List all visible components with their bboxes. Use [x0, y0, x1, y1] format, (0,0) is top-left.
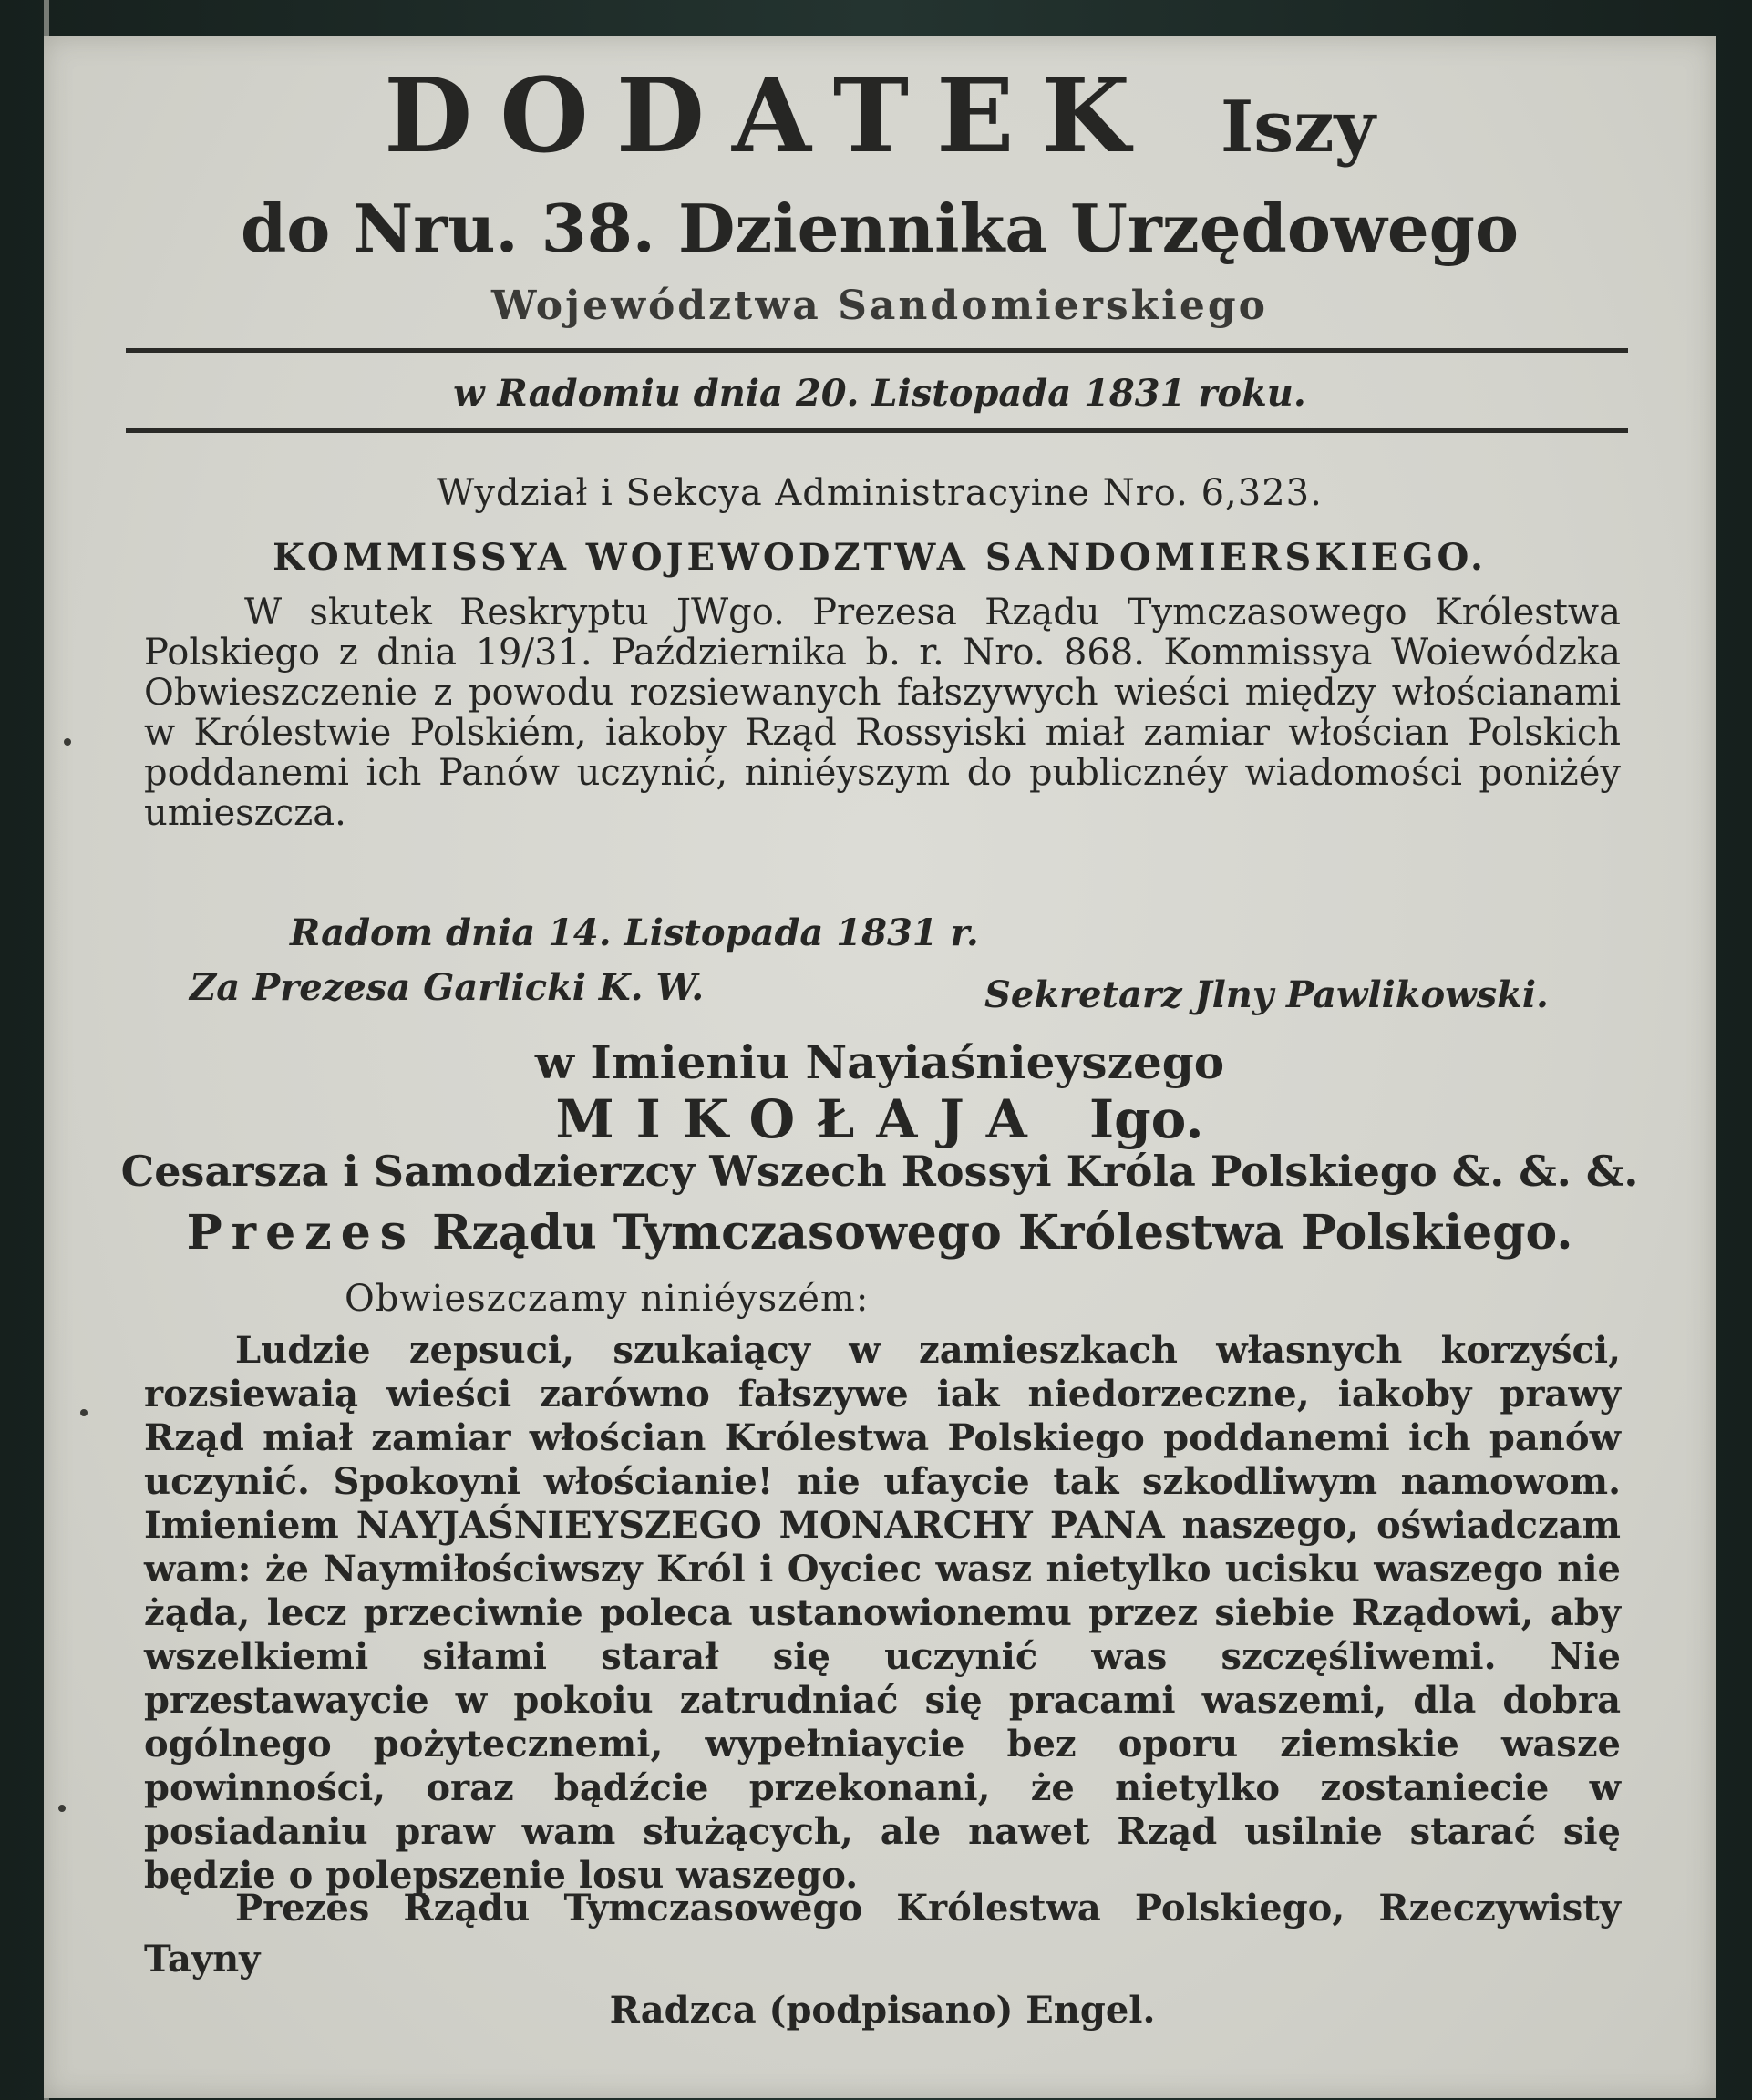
header-rule-bottom — [126, 428, 1628, 433]
notice-body — [144, 592, 1621, 833]
notice-reference: Wydział i Sekcya Administracyine Nro. 6,323. — [437, 472, 1323, 514]
proclamation-body — [144, 1329, 1621, 1898]
closing-line2: Radzca (podpisano) Engel. — [609, 1989, 1156, 2032]
notice-commission: KOMMISSYA WOJEWODZTWA SANDOMIERSKIEGO. — [273, 536, 1487, 579]
document-title — [44, 57, 1716, 176]
notice-signed-date: Radom dnia 14. Listopada 1831 r. — [290, 911, 979, 954]
closing-line1: Prezes Rządu Tymczasowego Królestwa Polskiego, Rzeczywisty Tayny — [144, 1887, 1621, 1981]
margin-speck — [80, 1409, 88, 1416]
proclamation-prezes-title: Rządu Tymczasowego Królestwa Polskiego. — [432, 1205, 1573, 1261]
notice-signed-prezes: Za Prezesa Garlicki K. W. — [190, 966, 705, 1009]
notice-signed-sekretarz: Sekretarz Jlny Pawlikowski. — [984, 973, 1549, 1016]
proclamation-monarch-ordinal: Igo. — [1089, 1088, 1204, 1150]
proclamation-line4 — [44, 1205, 1716, 1261]
proclamation-line1: w Imieniu Nayiaśnieyszego — [534, 1035, 1225, 1089]
proclamation-monarch-name: MIKOŁAJA — [555, 1088, 1049, 1150]
document-page — [44, 36, 1716, 2098]
title-main: DODATEK — [384, 57, 1158, 176]
title-region: Województwa Sandomierskiego — [490, 283, 1268, 329]
margin-speck — [64, 738, 71, 746]
notice-body-text: W skutek Reskryptu JWgo. Prezesa Rządu Tymczasowego Królestwa Polskiego z dnia 19/31. Października b. r. Nro. 868. Kommissya Woiewódzka Obwieszczenie z powodu rozsiewanych fałszywych wieści między włościanami w Królestwie Polskiém, iakoby Rząd Rossyiski miał zamiar włościan Polskich poddanemi ich Panów uczynić, niniéyszym do publicznéy wiadomości poniżéy umieszcza. — [144, 592, 1621, 834]
title-suffix: Iszy — [1220, 86, 1376, 169]
header-rule-top — [126, 348, 1628, 353]
proclamation-body-text: Ludzie zepsuci, szukaiący w zamieszkach własnych korzyści, rozsiewaią wieści zarówno fałszywe iak niedorzeczne, iakoby prawy Rząd miał zamiar włościan Królestwa Polskiego poddanemi ich panów uczynić. Spokoyni włościanie! nie ufaycie tak szkodliwym namowom. Imieniem NAYJAŚNIEYSZEGO MONARCHY PANA naszego, oświadczam wam: że Naymiłościwszy Król i Oyciec wasz nietylko ucisku waszego nie żąda, lecz przeciwnie poleca ustanowionemu przez siebie Rządowi, aby wszelkiemi siłami starał się uczynić was szczęśliwemi. Nie przestawaycie w pokoiu zatrudniać się pracami waszemi, dla dobra ogólnego pożytecznemi, wypełniaycie bez oporu ziemskie wasze powinności, oraz bądźcie przekonani, że nietylko zostaniecie w posiadaniu praw wam służących, ale nawet Rząd usilnie starać się będzie o polepszenie losu waszego. — [144, 1329, 1621, 1897]
title-subtitle: do Nru. 38. Dziennika Urzędowego — [240, 190, 1520, 267]
proclamation-closing — [144, 1883, 1621, 2036]
margin-speck — [58, 1805, 66, 1812]
proclamation-line2 — [44, 1088, 1716, 1150]
proclamation-line3: Cesarsza i Samodzierzcy Wszech Rossyi Króla Polskiego &. &. &. — [120, 1147, 1639, 1196]
issue-dateline: w Radomiu dnia 20. Listopada 1831 roku. — [453, 372, 1306, 415]
proclamation-announce: Obwieszczamy niniéyszém: — [345, 1278, 870, 1320]
proclamation-prezes: Prezes — [186, 1205, 417, 1261]
